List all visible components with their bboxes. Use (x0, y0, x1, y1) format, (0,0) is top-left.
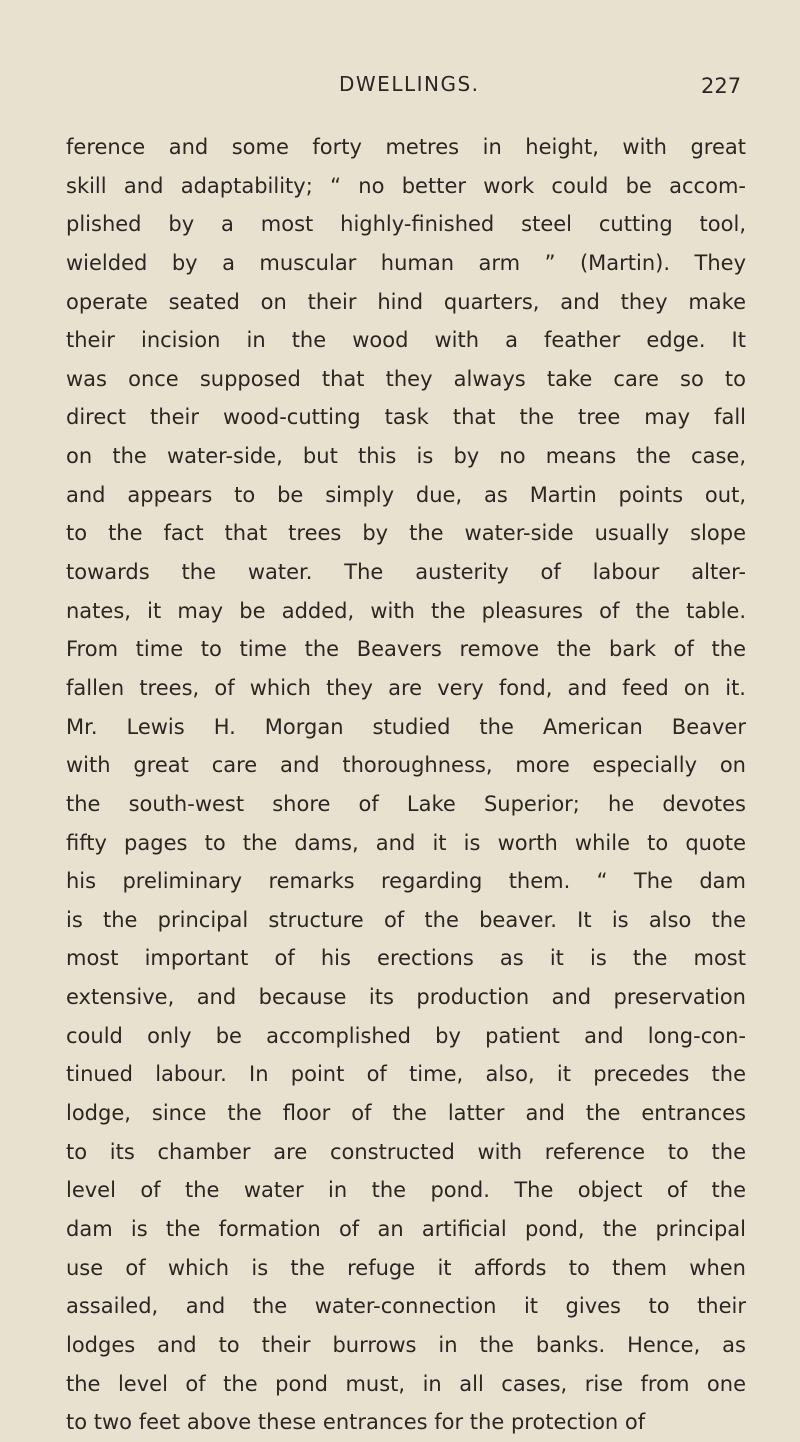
text-line: with great care and thoroughness, more especially on (66, 753, 746, 778)
text-line: plished by a most highly-finished steel cutting tool, (66, 212, 746, 237)
text-line: From time to time the Beavers remove the bark of the (66, 637, 746, 662)
text-line: lodge, since the floor of the latter and the entrances (66, 1101, 746, 1126)
text-line: on the water-side, but this is by no means the case, (66, 444, 746, 469)
text-line: the level of the pond must, in all cases, rise from one (66, 1371, 746, 1396)
text-line: tinued labour. In point of time, also, it precedes the (66, 1062, 746, 1087)
page-number: 227 (701, 74, 742, 98)
text-line: his preliminary remarks regarding them. “ The dam (66, 869, 746, 894)
body-text (66, 128, 746, 1442)
text-line: operate seated on their hind quarters, and they make (66, 289, 746, 314)
text-line: dam is the formation of an artificial pond, the principal (66, 1216, 746, 1241)
text-line: fifty pages to the dams, and it is worth while to quote (66, 830, 746, 855)
text-line: Mr. Lewis H. Morgan studied the American Beaver (66, 714, 746, 739)
running-head: DWELLINGS. (339, 72, 480, 96)
text-line: to two feet above these entrances for the protection of (66, 1410, 646, 1435)
text-line: direct their wood-cutting task that the tree may fall (66, 405, 746, 430)
text-line: the south-west shore of Lake Superior; he devotes (66, 791, 746, 816)
text-line: is the principal structure of the beaver. It is also the (66, 907, 746, 932)
text-line: level of the water in the pond. The object of the (66, 1178, 746, 1203)
text-line: towards the water. The austerity of labour alter- (66, 560, 746, 585)
text-line: was once supposed that they always take care so to (66, 366, 746, 391)
text-line: wielded by a muscular human arm ” (Martin). They (66, 250, 746, 275)
text-line: extensive, and because its production and preservation (66, 985, 746, 1010)
page-header (0, 72, 800, 108)
text-line: fallen trees, of which they are very fond, and feed on it. (66, 675, 746, 700)
text-line: most important of his erections as it is the most (66, 946, 746, 971)
text-line: nates, it may be added, with the pleasures of the table. (66, 598, 746, 623)
text-line: assailed, and the water-connection it gives to their (66, 1294, 746, 1319)
text-line: their incision in the wood with a feather edge. It (66, 328, 746, 353)
text-line: use of which is the refuge it affords to them when (66, 1255, 746, 1280)
text-line: to its chamber are constructed with reference to the (66, 1139, 746, 1164)
text-line: could only be accomplished by patient and long-con- (66, 1023, 746, 1048)
text-line: skill and adaptability; “ no better work could be accom- (66, 173, 746, 198)
text-line: ference and some forty metres in height, with great (66, 135, 746, 159)
text-line: lodges and to their burrows in the banks. Hence, as (66, 1332, 746, 1357)
text-line: and appears to be simply due, as Martin points out, (66, 482, 746, 507)
text-line: to the fact that trees by the water-side usually slope (66, 521, 746, 546)
